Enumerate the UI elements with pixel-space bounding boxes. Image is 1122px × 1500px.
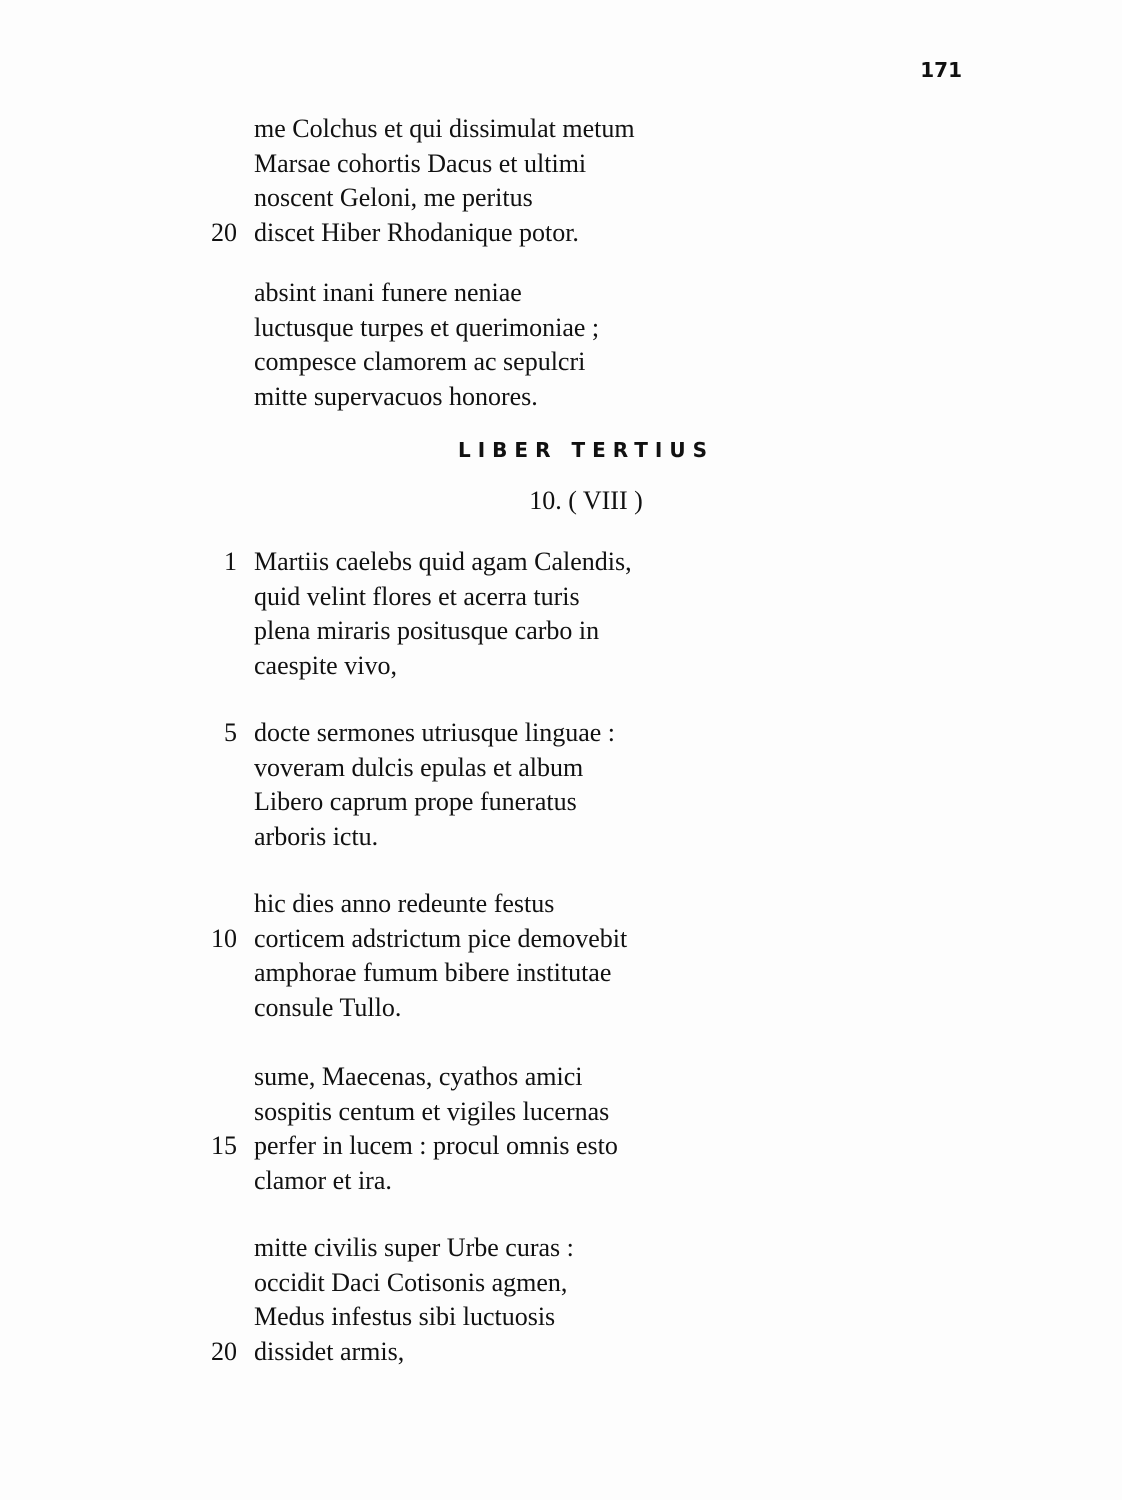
verse-text: arboris ictu. — [254, 821, 379, 851]
verse-text: discet Hiber Rhodanique potor. — [254, 217, 579, 247]
line-number: 15 — [211, 1131, 237, 1160]
verse-line — [0, 112, 1122, 147]
verse-line — [0, 716, 1122, 751]
verse-text: voveram dulcis epulas et album — [254, 752, 584, 782]
verse-text: Marsae cohortis Dacus et ultimi — [254, 148, 587, 178]
line-number: 20 — [211, 1336, 237, 1366]
line-number: 1 — [224, 547, 237, 576]
verse-text: dissidet armis, — [254, 1336, 405, 1366]
verse-line — [0, 956, 1122, 991]
verse-text: plena miraris positusque carbo in — [254, 616, 600, 645]
verse-line — [0, 1300, 1122, 1335]
stanza-4 — [0, 716, 1122, 854]
verse-text: me Colchus et qui dissimulat metum — [254, 114, 635, 143]
verse-line — [0, 922, 1122, 957]
verse-text: mitte civilis super Urbe curas : — [254, 1233, 574, 1262]
verse-text: docte sermones utriusque linguae : — [254, 718, 616, 747]
verse-line — [0, 147, 1122, 182]
verse-line — [0, 380, 1122, 415]
verse-text: luctusque turpes et querimoniae ; — [254, 312, 600, 342]
verse-line — [0, 580, 1122, 615]
verse-line — [0, 276, 1122, 311]
verse-text: corticem adstrictum pice demovebit — [254, 923, 628, 953]
verse-line — [0, 751, 1122, 786]
verse-line — [0, 1164, 1122, 1199]
stanza-5 — [0, 887, 1122, 1025]
verse-line — [0, 1266, 1122, 1301]
verse-text: sume, Maecenas, cyathos amici — [254, 1062, 583, 1091]
verse-text: consule Tullo. — [254, 992, 402, 1022]
stanza-1 — [0, 112, 1122, 250]
verse-text: caespite vivo, — [254, 650, 397, 680]
line-number: 5 — [224, 718, 237, 747]
verse-line — [0, 181, 1122, 216]
verse-line — [0, 785, 1122, 820]
verse-line — [0, 311, 1122, 346]
verse-line — [0, 887, 1122, 922]
verse-text: amphorae fumum bibere institutae — [254, 958, 612, 987]
verse-text: hic dies anno redeunte festus — [254, 889, 555, 918]
poem-title: 10. ( VIII ) — [529, 486, 643, 515]
book-title: LIBER TERTIUS — [458, 438, 714, 462]
verse-text: absint inani funere neniae — [254, 278, 522, 307]
line-number: 10 — [211, 923, 237, 953]
verse-text: perfer in lucem : procul omnis esto — [254, 1131, 618, 1160]
stanza-2 — [0, 276, 1122, 414]
stanza-6 — [0, 1060, 1122, 1198]
verse-text: Martiis caelebs quid agam Calendis, — [254, 547, 632, 576]
verse-line — [0, 649, 1122, 684]
line-number: 20 — [211, 217, 237, 247]
verse-line — [0, 216, 1122, 251]
verse-text: occidit Daci Cotisonis agmen, — [254, 1267, 568, 1297]
verse-text: quid velint flores et acerra turis — [254, 581, 580, 611]
stanza-7 — [0, 1231, 1122, 1369]
verse-line — [0, 991, 1122, 1026]
verse-line — [0, 1231, 1122, 1266]
verse-text: mitte supervacuos honores. — [254, 381, 538, 411]
verse-line — [0, 345, 1122, 380]
verse-line — [0, 1060, 1122, 1095]
stanza-3 — [0, 545, 1122, 683]
verse-line — [0, 820, 1122, 855]
verse-line — [0, 1129, 1122, 1164]
verse-text: clamor et ira. — [254, 1165, 392, 1195]
verse-line — [0, 545, 1122, 580]
verse-line — [0, 1335, 1122, 1370]
verse-text: Medus infestus sibi luctuosis — [254, 1302, 556, 1331]
verse-line — [0, 1095, 1122, 1130]
verse-text: sospitis centum et vigiles lucernas — [254, 1096, 610, 1126]
page-number: 171 — [920, 58, 962, 82]
verse-line — [0, 614, 1122, 649]
verse-text: Libero caprum prope funeratus — [254, 787, 577, 816]
verse-text: compesce clamorem ac sepulcri — [254, 347, 586, 376]
verse-text: noscent Geloni, me peritus — [254, 183, 533, 212]
